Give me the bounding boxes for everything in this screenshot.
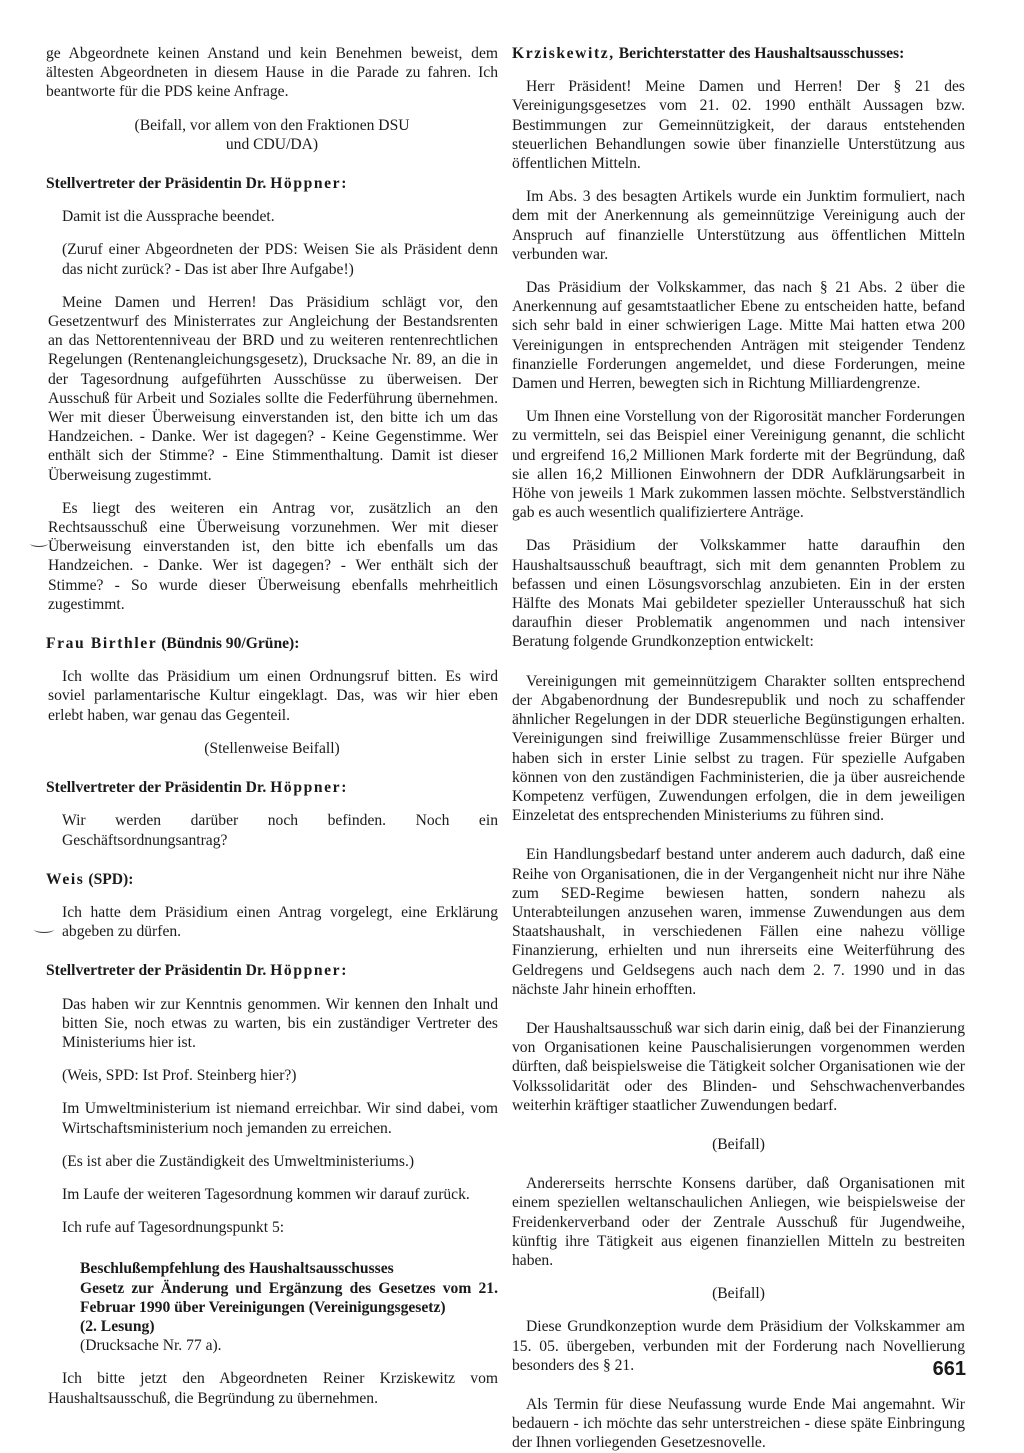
paragraph: Ich hatte dem Präsidium einen Antrag vorgelegt, eine Erklärung abgeben zu dürfen. bbox=[62, 903, 498, 941]
agenda-item: Beschlußempfehlung des Haushaltsausschusses Gesetz zur Änderung und Ergänzung des Gesetzes vom 21. Februar 1990 über Vereinigungen (Vereinigungsgesetz) (2. Lesung) (Drucksache Nr. 77 a). bbox=[80, 1260, 498, 1355]
applause-note: (Beifall) bbox=[712, 1285, 765, 1303]
applause-note: (Beifall, vor allem von den Fraktionen DSU und CDU/DA) bbox=[134, 116, 410, 153]
paragraph: Das haben wir zur Kenntnis genommen. Wir kennen den Inhalt und bitten Sie, noch etwas zu warten, bis ein zuständiger Vertreter des Ministeriums hier ist. bbox=[62, 995, 498, 1051]
paragraph: ge Abgeordnete keinen Anstand und kein Benehmen beweist, dem ältesten Abgeordneten in diesem Hause in die Parade zu fahren. Ich beantworte für die PDS keine Anfrage. bbox=[46, 45, 498, 101]
paragraph: Vereinigungen mit gemeinnützigem Charakter sollten entsprechend der Abgabenordnung der Bundesrepublik und noch zu schaffender ähnlicher Regelungen in der DDR steuerliche Begünstigungen erhalten. Vereinigungen sind freiwillige Zusammenschlüsse freier Bürger und haben sich in erster Linie selbst zu tragen. Für spezielle Aufgaben können von den zuständigen Fachministerien, die ja über ausreichende Kompetenz verfügen, Zuwendungen erfolgen, die in dem jeweiligen Einzeletat des entsprechenden Ministeriums zu führen sind. bbox=[512, 672, 965, 825]
paragraph: Wir werden darüber noch befinden. Noch ein Geschäftsordnungsantrag? bbox=[62, 812, 498, 849]
paragraph: Der Haushaltsausschuß war sich darin einig, daß bei der Finanzierung von Organisationen keine Pauschalisierungen vorgenommen werden dürften, daß beispielsweise die Tätigkeit solcher Organisationen wie der Volkssolidarität oder des Blinden- und Sehschwachenverbandes weiterhin kräftiger staatlicher Zuwendungen bedarf. bbox=[512, 1019, 965, 1114]
applause-note: (Beifall) bbox=[712, 1135, 765, 1153]
left-column bbox=[46, 44, 498, 1408]
paragraph: Ich wollte das Präsidium um einen Ordnungsruf bitten. Es wird soviel parlamentarische Kultur eingeklagt. Das, was wir hier eben erlebt haben, war genau das Gegenteil. bbox=[48, 668, 498, 724]
paragraph: Im Laufe der weiteren Tagesordnung kommen wir darauf zurück. bbox=[62, 1185, 470, 1203]
paragraph: Ich rufe auf Tagesordnungspunkt 5: bbox=[62, 1219, 285, 1237]
paragraph: Meine Damen und Herren! Das Präsidium schlägt vor, den Gesetzentwurf des Ministerrates zur Angleichung der Bestandsrenten an das Nettorentenniveau der BRD und zu weiteren rentenrechtlichen Regelungen (Rentenangleichungsgesetz), Drucksache Nr. 89, an die in der Tagesordnung aufgeführten Ausschüsse zu überweisen. Der Ausschuß für Arbeit und Soziales sollte die Federführung übernehmen. Wer mit dieser Überweisung einverstanden ist, den bitte ich um das Handzeichen. - Danke. Wer ist dagegen? - Keine Gegenstimme. Wer enthält sich der Stimme? - Eine Stimmenthaltung. Damit ist dieser Überweisung zugestimmt. bbox=[48, 293, 498, 484]
speaker-heading: Stellvertreter der Präsidentin Dr. Höppner: bbox=[46, 962, 348, 980]
paragraph: Ich bitte jetzt den Abgeordneten Reiner Krziskewitz vom Haushaltsausschuß, die Begründung zu übernehmen. bbox=[48, 1370, 498, 1407]
paragraph: Es liegt des weiteren ein Antrag vor, zusätzlich an den Rechtsausschuß eine Überweisung vorzunehmen. Wer mit dieser Überweisung einverstanden ist, den bitte ich ebenfalls um das Handzeichen. - Danke. Wer ist dagegen? - Wer enthält sich der Stimme? - So wurde dieser Überweisung ebenfalls mehrheitlich zugestimmt. bbox=[48, 499, 498, 613]
applause-note: (Stellenweise Beifall) bbox=[204, 739, 340, 757]
paragraph: Im Umweltministerium ist niemand erreichbar. Wir sind dabei, vom Wirtschaftsministerium noch jemanden zu erreichen. bbox=[62, 1100, 498, 1137]
speaker-heading: Frau Birthler (Bündnis 90/Grüne): bbox=[46, 635, 300, 653]
paragraph: Herr Präsident! Meine Damen und Herren! Der § 21 des Vereinigungsgesetzes vom 21. 02. 1990 enthält Aussagen bzw. Bestimmungen zur Gemeinnützigkeit, der daraus entstehenden steuerlichen Behandlungen sowie über finanzielle Unterstützung aus öffentlichen Mitteln. bbox=[512, 78, 965, 173]
interjection: (Es ist aber die Zuständigkeit des Umweltministeriums.) bbox=[62, 1152, 415, 1170]
speaker-heading: Weis (SPD): bbox=[46, 870, 134, 888]
speaker-heading: Krziskewitz, Berichterstatter des Haushaltsausschusses: bbox=[512, 45, 905, 62]
page-number: 661 bbox=[932, 1358, 966, 1380]
paragraph: Das Präsidium der Volkskammer hatte daraufhin den Haushaltsausschuß beauftragt, sich mit dem genannten Problem zu befassen und einen Lösungsvorschlag anzubieten. Ein in der ersten Hälfte des Monats Mai gebildeter spezieller Unterausschuß hat sich daraufhin dieser Problematik angenommen und nach intensiver Beratung folgende Grundkonzeption entwickelt: bbox=[512, 537, 965, 651]
paragraph: Damit ist die Aussprache beendet. bbox=[62, 208, 275, 226]
speaker-heading: Stellvertreter der Präsidentin Dr. Höppner: bbox=[46, 175, 348, 193]
paragraph: Im Abs. 3 des besagten Artikels wurde ein Junktim formuliert, nach dem mit der Anerkennung als gemeinnützige Vereinigung auch der Anspruch auf finanzielle Unterstützung aus öffentlichen Mitteln verbunden war. bbox=[512, 188, 965, 263]
paragraph: Ein Handlungsbedarf bestand unter anderem auch dadurch, daß eine Reihe von Organisationen, die in der Vergangenheit nicht nur ihre Nähe zum SED-Regime bewiesen hatten, sondern nahezu als Unterabteilungen anzusehen waren, immense Zuwendungen aus dem Staatshaushalt, in verschiedenen Fällen eine nahezu völlige Finanzierung, erhielten und nun ihrerseits eine Weiterführung des Geldregens und Geldsegens auch nach dem 2. 7. 1990 und in das nächste Jahr hinein erhofften. bbox=[512, 846, 965, 998]
paragraph: Als Termin für diese Neufassung wurde Ende Mai angemahnt. Wir bedauern - ich möchte das sehr unterstreichen - diese späte Einbringung der Ihnen vorliegenden Gesetzesnovelle. bbox=[512, 1395, 965, 1452]
paragraph: Um Ihnen eine Vorstellung von der Rigorosität mancher Forderungen zu vermitteln, sei das Beispiel einer Vereinigung genannt, die schlicht und ergreifend 16,2 Millionen Mark forderte mit der Begründung, daß sie allen 16,2 Millionen Einwohnern der DDR Aufklärungsarbeit in Höhe von jeweils 1 Mark zukommen lassen möchte. Selbstverständlich gab es auch wesentlich qualifiziertere Anträge. bbox=[512, 408, 965, 522]
interjection: (Weis, SPD: Ist Prof. Steinberg hier?) bbox=[62, 1067, 297, 1085]
interjection: (Zuruf einer Abgeordneten der PDS: Weisen Sie als Präsident denn das nicht zurück? - Das ist aber Ihre Aufgabe!) bbox=[62, 241, 498, 278]
paragraph: Andererseits herrschte Konsens darüber, daß Organisationen mit einem speziellen weltanschaulichen Anliegen, wie beispielsweise der Freidenkerverband oder der Zentrale Ausschuß für Jugendweihe, künftig ihre Tätigkeit aus eigenen finanziellen Mitteln zu bestreiten haben. bbox=[512, 1175, 965, 1269]
right-column bbox=[512, 44, 965, 1453]
margin-mark bbox=[34, 926, 54, 933]
speaker-heading: Stellvertreter der Präsidentin Dr. Höppner: bbox=[46, 779, 348, 797]
paragraph: Diese Grundkonzeption wurde dem Präsidium der Volkskammer am 15. 05. übergeben, verbunden mit der Forderung nach Novellierung besonders des § 21. bbox=[512, 1318, 965, 1374]
margin-mark bbox=[30, 540, 48, 547]
paragraph: Das Präsidium der Volkskammer, das nach § 21 Abs. 2 über die Anerkennung auf gesamtstaatlicher Ebene zu entscheiden hatte, befand sich sehr bald in einer schwierigen Lage. Mitte Mai hatten etwa 200 Vereinigungen in entsprechenden Anträgen mit steigender Tendenz finanzielle Forderungen angemeldet, und diese Forderungen, meine Damen und Herren, bewegten sich in Richtung Milliardengrenze. bbox=[512, 279, 965, 393]
